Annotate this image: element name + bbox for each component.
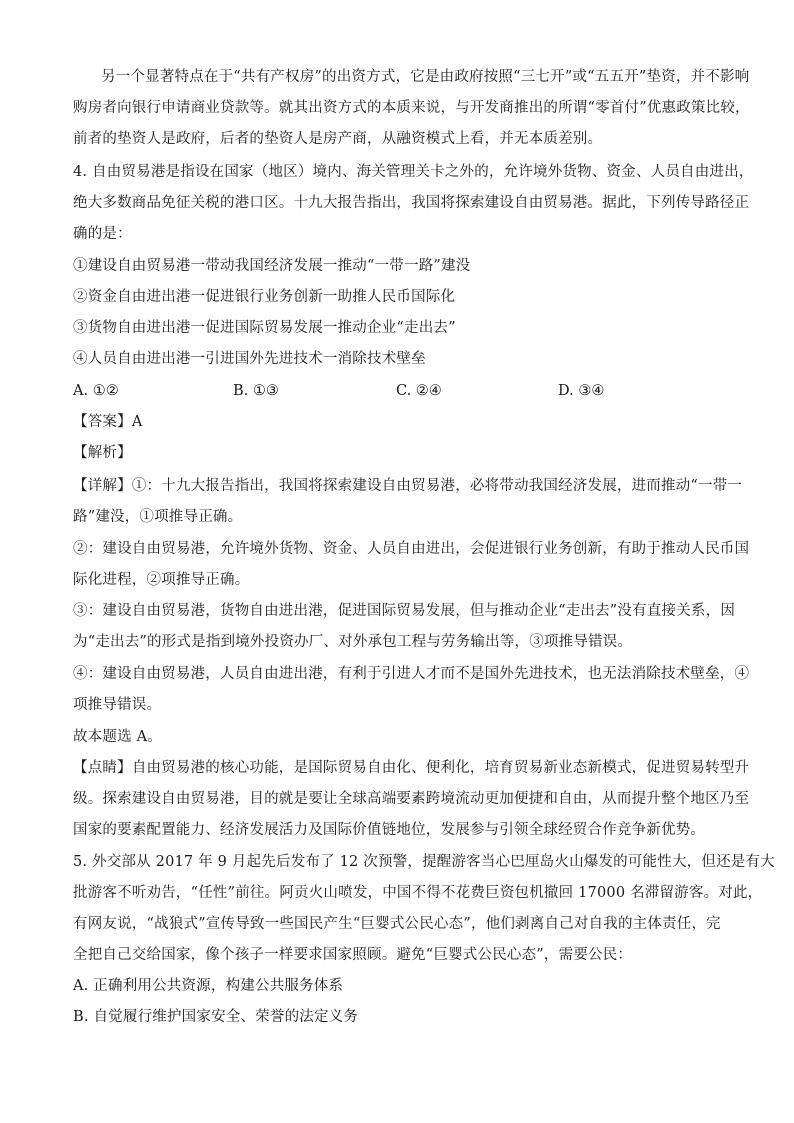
intro-line-2: 购房者向银行申请商业贷款等。就其出资方式的本质来说，与开发商推出的所谓“零首付”优惠政策比较， [73, 100, 750, 116]
q4-stem-line-2: 绝大多数商品免征关税的港口区。十九大报告指出，我国将探索建设自由贸易港。据此，下列传导路径正 [73, 195, 750, 211]
q4-detail-line-8: 项推导错误。 [73, 697, 162, 713]
q4-stem-line-1: 4. 自由贸易港是指设在国家（地区）境内、海关管理关卡之外的，允许境外货物、资金、人员自由进出， [73, 164, 754, 180]
q4-item-3: ③货物自由进出港一促进国际贸易发展一推动企业“走出去” [73, 320, 456, 336]
q5-stem-line-3: 有网友说，“战狼式”宣传导致一些国民产生“巨婴式公民心态”，他们剥离自己对自我的主体责任，完 [73, 916, 721, 932]
q4-option-c: C. ②④ [396, 383, 442, 399]
answer-label: 【答案】 [73, 414, 132, 430]
q5-stem-line-1: 5. 外交部从 2017 年 9 月起先后发布了 12 次预警，提醒游客当心巴厘岛火山爆发的可能性大，但还是有大 [73, 854, 775, 870]
q5-option-b: B. 自觉履行维护国家安全、荣誉的法定义务 [73, 1009, 359, 1025]
q4-option-d: D. ③④ [558, 383, 605, 399]
detail-label: 【详解】 [73, 478, 132, 494]
q5-option-a: A. 正确利用公共资源，构建公共服务体系 [73, 978, 344, 994]
q5-stem-line-2: 批游客不听劝告，“任性”前往。阿贡火山喷发，中国不得不花费巨资包机撤回 17000 名滞留游客。对此， [73, 885, 763, 901]
q4-tip-line-2: 级。探索建设自由贸易港，目的就是要让全球高端要素跨境流动更加便捷和自由，从而提升整个地区乃至 [73, 791, 750, 807]
q4-conclusion: 故本题选 A。 [73, 729, 162, 745]
answer-value: A [131, 414, 143, 430]
q4-option-a: A. ①② [73, 383, 119, 399]
tip-label: 【点睛】 [73, 760, 132, 776]
detail-text: ①：十九大报告指出，我国将探索建设自由贸易港，必将带动我国经济发展，进而推动“一带一 [131, 478, 743, 494]
intro-line-3: 前者的垫资人是政府，后者的垫资人是房产商，从融资模式上看，并无本质差别。 [73, 131, 603, 147]
q5-stem-line-4: 全把自己交给国家，像个孩子一样要求国家照顾。避免“巨婴式公民心态”，需要公民： [73, 947, 633, 963]
q4-analysis-label: 【解析】 [73, 445, 132, 461]
q4-item-4: ④人员自由进出港一引进国外先进技术一消除技术壁垒 [73, 351, 426, 367]
q4-detail-line-7: ④：建设自由贸易港，人员自由进出港，有利于引进人才而不是国外先进技术，也无法消除技术壁垒，④ [73, 666, 750, 682]
q4-tip-line-1 [73, 758, 750, 778]
q4-detail-line-2: 路”建没，①项推导正确。 [73, 509, 243, 525]
q4-detail-line-4: 际化进程，②项推导正确。 [73, 572, 250, 588]
q4-detail-line-1 [73, 476, 743, 496]
q4-answer [73, 412, 723, 432]
tip-text: 自由贸易港的核心功能，是国际贸易自由化、便利化，培育贸易新业态新模式，促进贸易转型升 [131, 760, 750, 776]
q4-detail-line-6: 为“走出去”的形式是指到境外投资办厂、对外承包工程与劳务输出等，③项推导错误。 [73, 634, 633, 650]
q4-tip-line-3: 国家的要素配置能力、经济发展活力及国际价值链地位，发展参与引领全球经贸合作竞争新优势。 [73, 822, 706, 838]
q4-item-2: ②资金自由进出港一促进银行业务创新一助推人民币国际化 [73, 289, 456, 305]
q4-item-1: ①建设自由贸易港一带动我国经济发展一推动“一带一路”建没 [73, 258, 471, 274]
q4-option-b: B. ①③ [233, 383, 279, 399]
q4-detail-line-5: ③：建设自由贸易港，货物自由进出港，促进国际贸易发展，但与推动企业“走出去”没有直接关系，因 [73, 603, 736, 619]
q4-stem-line-3: 确的是： [73, 226, 132, 242]
intro-line-1: 另一个显著特点在于“共有产权房”的出资方式，它是由政府按照“三七开”或“五五开”垫资，并不影响 [101, 69, 750, 85]
q4-detail-line-3: ②：建设自由贸易港，允许境外货物、资金、人员自由进出，会促进银行业务创新，有助于推动人民币国 [73, 541, 750, 557]
